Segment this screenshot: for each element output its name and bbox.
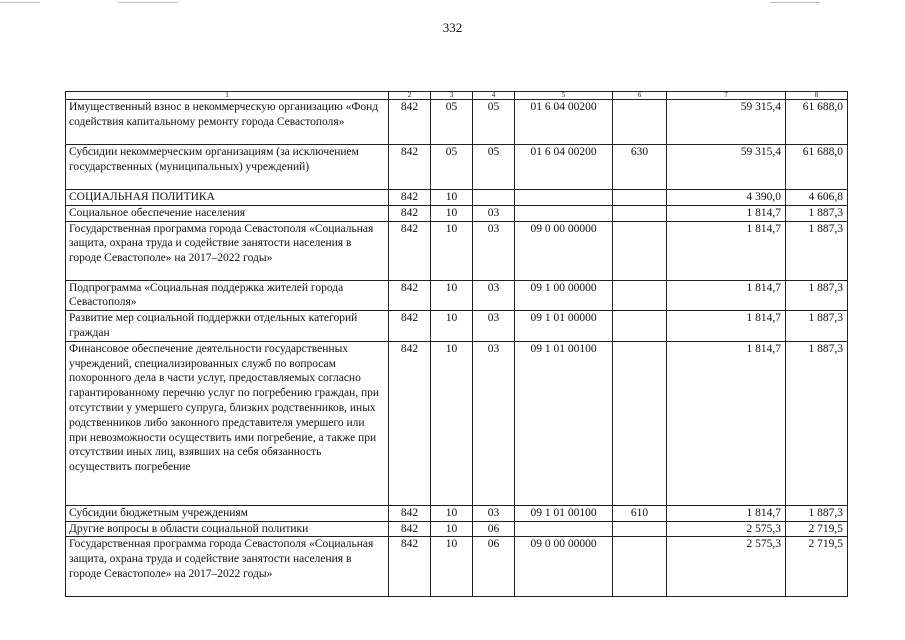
row-amount-year-1: 1 814,7 bbox=[667, 205, 786, 221]
table-row bbox=[66, 190, 848, 206]
row-amount-year-1: 59 315,4 bbox=[667, 145, 786, 190]
row-name: Имущественный взнос в некоммерческую организацию «Фонд содействия капитальному ремонту города Севастополя» bbox=[66, 100, 389, 145]
row-amount-year-1: 1 814,7 bbox=[667, 505, 786, 521]
row-ministry-code: 842 bbox=[389, 190, 431, 206]
page-number: 332 bbox=[442, 20, 463, 35]
row-expense-type bbox=[613, 311, 667, 342]
row-ministry-code: 842 bbox=[389, 221, 431, 280]
row-expense-type bbox=[613, 221, 667, 280]
table-row bbox=[66, 205, 848, 221]
row-name: Субсидии бюджетным учреждениям bbox=[66, 505, 389, 521]
row-section-code: 10 bbox=[431, 205, 473, 221]
scan-edge-line bbox=[770, 2, 820, 3]
row-amount-year-2: 1 887,3 bbox=[786, 205, 848, 221]
column-number: 5 bbox=[515, 92, 613, 100]
row-section-code: 10 bbox=[431, 521, 473, 537]
row-subsection-code bbox=[473, 190, 515, 206]
row-amount-year-2: 1 887,3 bbox=[786, 505, 848, 521]
row-target-article: 09 1 01 00100 bbox=[515, 341, 613, 505]
row-name: Другие вопросы в области социальной политики bbox=[66, 521, 389, 537]
row-name: Государственная программа города Севастополя «Социальная защита, охрана труда и содействие занятости населения в городе Севастополе» на 2017–2022 годы» bbox=[66, 537, 389, 597]
table-row bbox=[66, 221, 848, 280]
row-subsection-code: 06 bbox=[473, 537, 515, 597]
row-target-article bbox=[515, 190, 613, 206]
row-section-code: 10 bbox=[431, 311, 473, 342]
row-expense-type bbox=[613, 280, 667, 311]
row-section-code: 10 bbox=[431, 341, 473, 505]
row-subsection-code: 03 bbox=[473, 311, 515, 342]
table-row bbox=[66, 145, 848, 190]
column-number: 2 bbox=[389, 92, 431, 100]
row-amount-year-2: 1 887,3 bbox=[786, 280, 848, 311]
column-number: 1 bbox=[66, 92, 389, 100]
row-ministry-code: 842 bbox=[389, 100, 431, 145]
row-ministry-code: 842 bbox=[389, 341, 431, 505]
row-section-code: 05 bbox=[431, 145, 473, 190]
row-ministry-code: 842 bbox=[389, 521, 431, 537]
row-ministry-code: 842 bbox=[389, 280, 431, 311]
row-amount-year-1: 4 390,0 bbox=[667, 190, 786, 206]
scan-edge-line bbox=[0, 2, 40, 3]
row-name: Государственная программа города Севастополя «Социальная защита, охрана труда и содействие занятости населения в городе Севастополе» на 2017–2022 годы» bbox=[66, 221, 389, 280]
row-amount-year-1: 2 575,3 bbox=[667, 537, 786, 597]
row-target-article: 01 6 04 00200 bbox=[515, 145, 613, 190]
row-name: Развитие мер социальной поддержки отдельных категорий граждан bbox=[66, 311, 389, 342]
row-ministry-code: 842 bbox=[389, 311, 431, 342]
row-amount-year-2: 1 887,3 bbox=[786, 341, 848, 505]
row-subsection-code: 03 bbox=[473, 205, 515, 221]
row-amount-year-2: 4 606,8 bbox=[786, 190, 848, 206]
row-section-code: 10 bbox=[431, 280, 473, 311]
column-number: 4 bbox=[473, 92, 515, 100]
row-amount-year-2: 2 719,5 bbox=[786, 521, 848, 537]
row-expense-type bbox=[613, 190, 667, 206]
table-row bbox=[66, 311, 848, 342]
row-subsection-code: 03 bbox=[473, 505, 515, 521]
row-subsection-code: 05 bbox=[473, 100, 515, 145]
row-target-article: 09 0 00 00000 bbox=[515, 537, 613, 597]
row-ministry-code: 842 bbox=[389, 537, 431, 597]
table-row bbox=[66, 341, 848, 505]
row-target-article bbox=[515, 521, 613, 537]
row-amount-year-1: 1 814,7 bbox=[667, 311, 786, 342]
column-number: 7 bbox=[667, 92, 786, 100]
table-row bbox=[66, 280, 848, 311]
row-amount-year-2: 2 719,5 bbox=[786, 537, 848, 597]
column-number: 6 bbox=[613, 92, 667, 100]
row-name: Подпрограмма «Социальная поддержка жителей города Севастополя» bbox=[66, 280, 389, 311]
row-section-code: 10 bbox=[431, 505, 473, 521]
column-number-row bbox=[66, 92, 848, 100]
row-ministry-code: 842 bbox=[389, 505, 431, 521]
table-row bbox=[66, 537, 848, 597]
row-ministry-code: 842 bbox=[389, 205, 431, 221]
row-expense-type bbox=[613, 205, 667, 221]
row-name: Субсидии некоммерческим организациям (за исключением государственных (муниципальных) учреждений) bbox=[66, 145, 389, 190]
row-subsection-code: 03 bbox=[473, 280, 515, 311]
row-amount-year-1: 59 315,4 bbox=[667, 100, 786, 145]
row-name: Финансовое обеспечение деятельности государственных учреждений, специализированных служб по вопросам похоронного дела в части услуг, предоставляемых согласно гарантированному перечню услуг по погребению граждан, при отсутствии у умершего супруга, близких родственников, иных родственников либо законного представителя умершего или при невозможности осуществить ими погребение, а также при отсутствии иных лиц, взявших на себя обязанность осуществить погребение bbox=[66, 341, 389, 505]
row-target-article: 09 1 01 00000 bbox=[515, 311, 613, 342]
row-section-code: 10 bbox=[431, 221, 473, 280]
table-row bbox=[66, 100, 848, 145]
row-target-article: 09 0 00 00000 bbox=[515, 221, 613, 280]
row-amount-year-2: 1 887,3 bbox=[786, 221, 848, 280]
row-ministry-code: 842 bbox=[389, 145, 431, 190]
table-row bbox=[66, 505, 848, 521]
row-amount-year-1: 1 814,7 bbox=[667, 341, 786, 505]
row-subsection-code: 03 bbox=[473, 221, 515, 280]
row-amount-year-2: 61 688,0 bbox=[786, 145, 848, 190]
column-number: 3 bbox=[431, 92, 473, 100]
row-expense-type bbox=[613, 341, 667, 505]
scan-edge-line bbox=[118, 2, 178, 3]
row-amount-year-2: 1 887,3 bbox=[786, 311, 848, 342]
row-target-article bbox=[515, 205, 613, 221]
row-subsection-code: 03 bbox=[473, 341, 515, 505]
row-target-article: 01 6 04 00200 bbox=[515, 100, 613, 145]
row-amount-year-1: 2 575,3 bbox=[667, 521, 786, 537]
row-section-code: 05 bbox=[431, 100, 473, 145]
table-row bbox=[66, 521, 848, 537]
row-subsection-code: 06 bbox=[473, 521, 515, 537]
row-target-article: 09 1 00 00000 bbox=[515, 280, 613, 311]
row-expense-type: 610 bbox=[613, 505, 667, 521]
row-expense-type bbox=[613, 537, 667, 597]
row-amount-year-1: 1 814,7 bbox=[667, 221, 786, 280]
budget-table bbox=[65, 91, 848, 597]
row-section-code: 10 bbox=[431, 190, 473, 206]
row-target-article: 09 1 01 00100 bbox=[515, 505, 613, 521]
budget-table-body bbox=[66, 92, 848, 597]
row-name: СОЦИАЛЬНАЯ ПОЛИТИКА bbox=[66, 190, 389, 206]
row-amount-year-2: 61 688,0 bbox=[786, 100, 848, 145]
row-expense-type: 630 bbox=[613, 145, 667, 190]
column-number: 8 bbox=[786, 92, 848, 100]
row-section-code: 10 bbox=[431, 537, 473, 597]
row-amount-year-1: 1 814,7 bbox=[667, 280, 786, 311]
row-expense-type bbox=[613, 100, 667, 145]
row-expense-type bbox=[613, 521, 667, 537]
row-name: Социальное обеспечение населения bbox=[66, 205, 389, 221]
row-subsection-code: 05 bbox=[473, 145, 515, 190]
